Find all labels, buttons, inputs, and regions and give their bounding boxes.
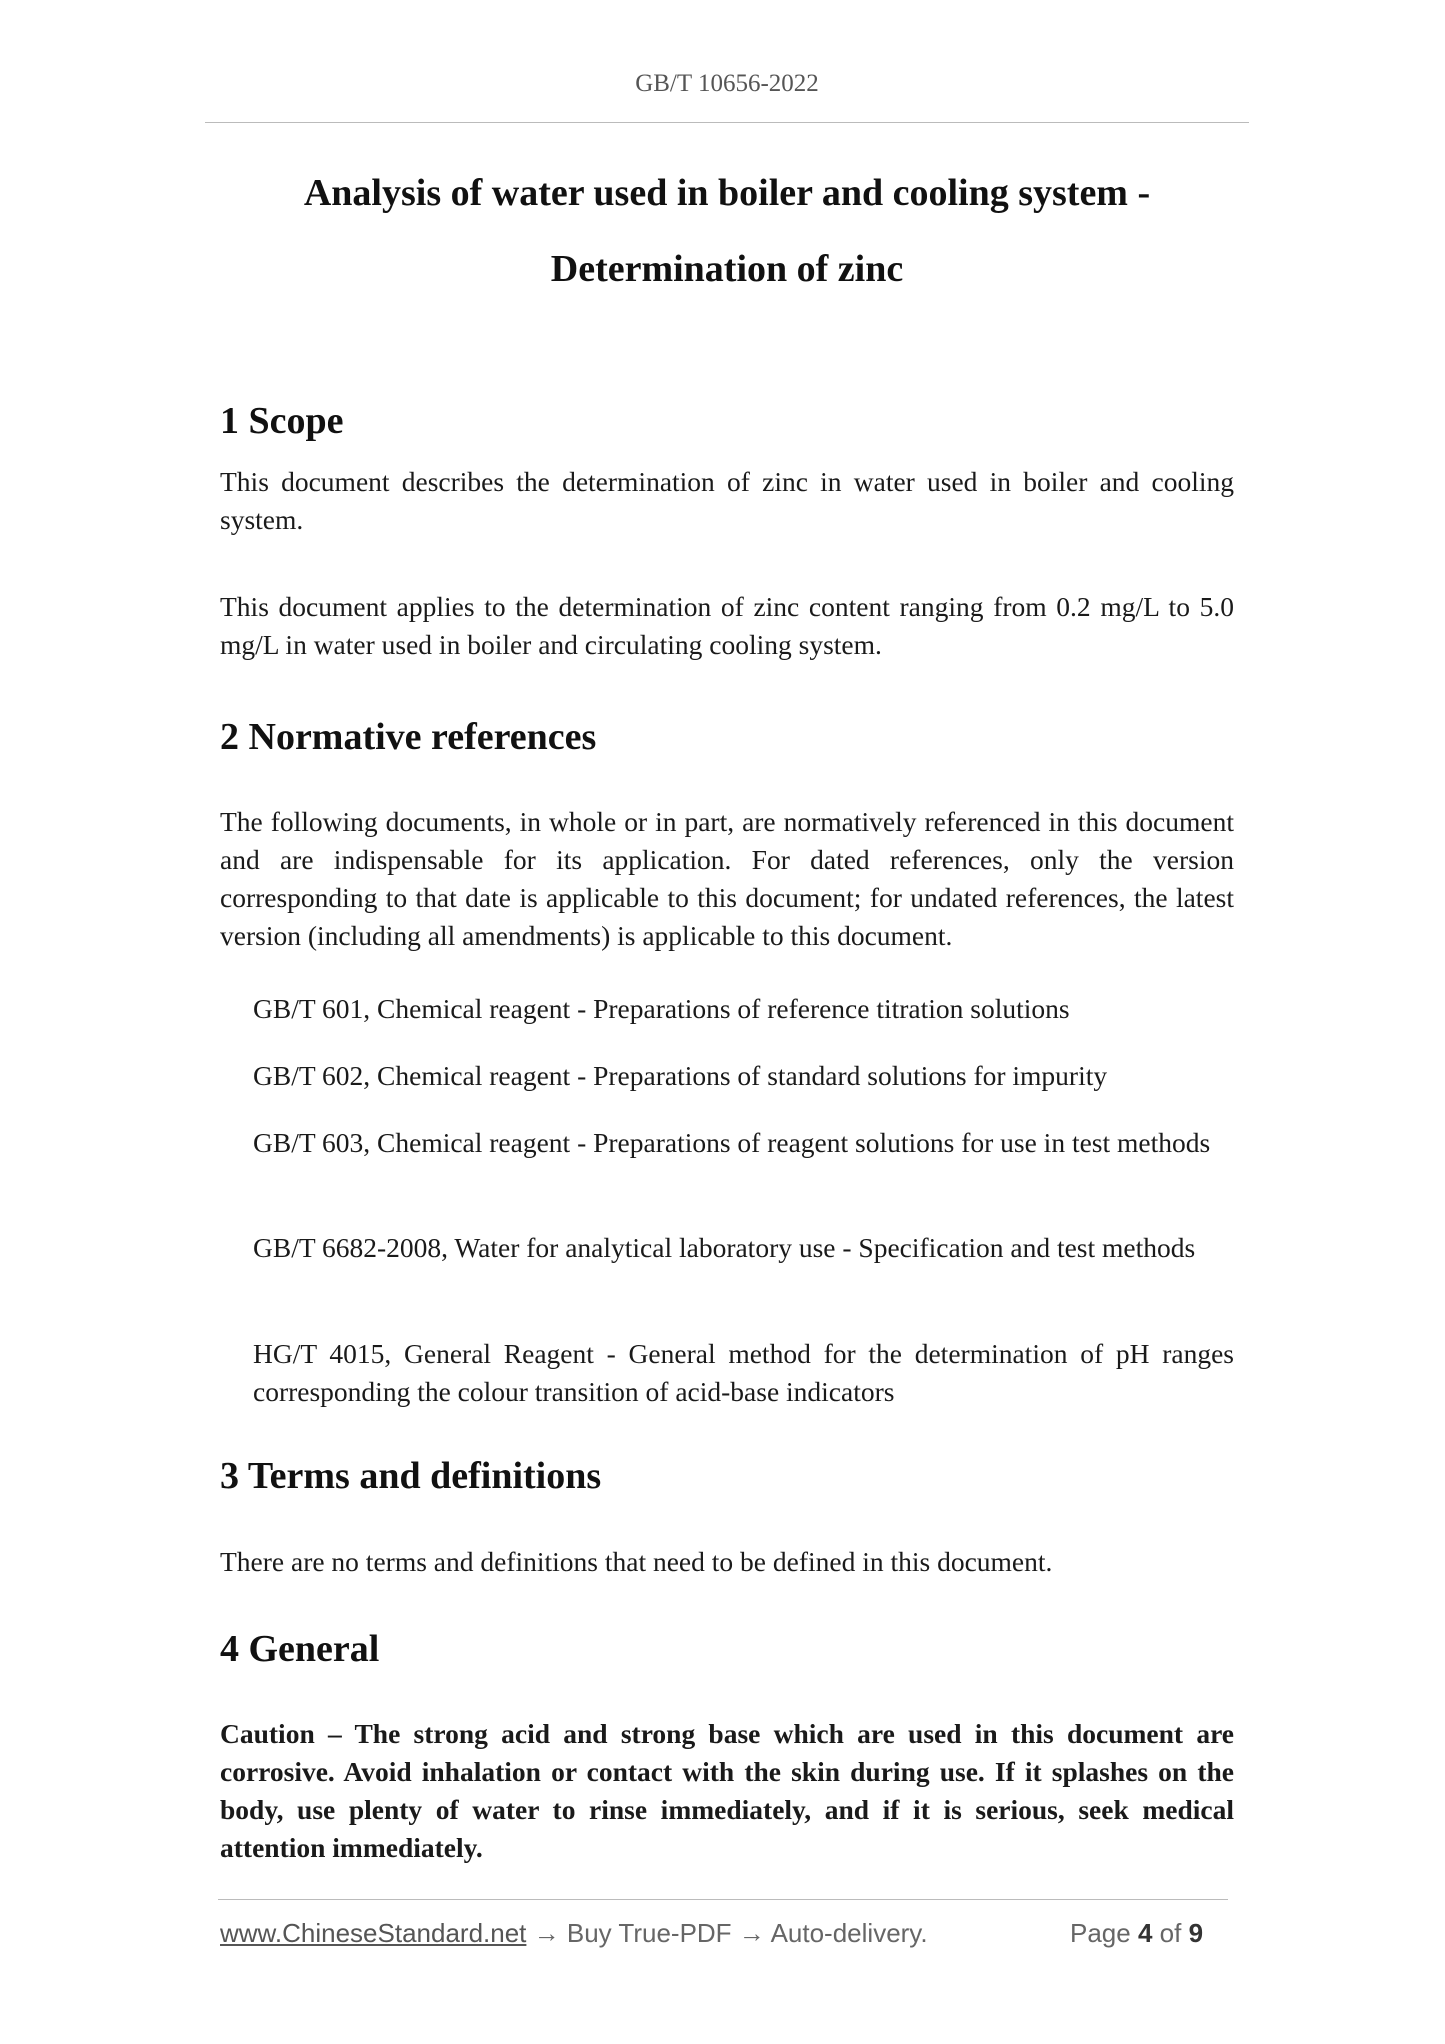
footer-divider	[218, 1899, 1228, 1900]
reference-item: HG/T 4015, General Reagent - General method for the determination of pH ranges corresponding the colour transition of acid-base indicators	[253, 1338, 1234, 1407]
reference-item: GB/T 603, Chemical reagent - Preparations of reagent solutions for use in test methods	[253, 1127, 1211, 1158]
reference-item: GB/T 6682-2008, Water for analytical laboratory use - Specification and test methods	[253, 1232, 1196, 1263]
section-heading-normative-references: 2 Normative references	[220, 716, 597, 758]
header-divider	[205, 122, 1249, 123]
document-title-line-2: Determination of zinc	[550, 248, 904, 290]
caution-paragraph: Caution – The strong acid and strong base which are used in this document are corrosive. Avoid inhalation or contact with the skin during use. If it splashes on the body, use plenty of water to rinse immediately, and if it is serious, seek medical attention immediately.	[220, 1718, 1234, 1863]
section-heading-general: 4 General	[220, 1628, 380, 1670]
reference-item: GB/T 602, Chemical reagent - Preparations of standard solutions for impurity	[253, 1060, 1108, 1091]
section-heading-terms: 3 Terms and definitions	[220, 1455, 602, 1497]
footer-promo	[220, 1918, 928, 1949]
section-heading-scope: 1 Scope	[220, 400, 344, 442]
terms-paragraph: There are no terms and definitions that need to be defined in this document.	[220, 1546, 1053, 1577]
website-link[interactable]: www.ChineseStandard.net	[220, 1918, 527, 1948]
page-indicator	[1070, 1918, 1203, 1949]
running-header: GB/T 10656-2022	[635, 70, 819, 97]
page-label: Page	[1070, 1918, 1131, 1948]
of-label: of	[1159, 1918, 1182, 1948]
reference-item: GB/T 601, Chemical reagent - Preparations of reference titration solutions	[253, 993, 1070, 1024]
document-title-line-1: Analysis of water used in boiler and cooling system -	[303, 172, 1151, 214]
total-page-number: 9	[1188, 1918, 1204, 1948]
current-page-number: 4	[1137, 1918, 1153, 1948]
footer-tagline: → Buy True-PDF → Auto-delivery.	[526, 1918, 928, 1948]
scope-paragraph-2: This document applies to the determination of zinc content ranging from 0.2 mg/L to 5.0 mg/L in water used in boiler and circulating cooling system.	[220, 591, 1234, 660]
normative-intro-paragraph: The following documents, in whole or in part, are normatively referenced in this document and are indispensable for its application. For dated references, only the version corresponding to that date is applicable to this document; for undated references, the latest version (including all amendments) is applicable to this document.	[220, 806, 1234, 951]
scope-paragraph-1: This document describes the determination of zinc in water used in boiler and cooling system.	[220, 466, 1234, 535]
